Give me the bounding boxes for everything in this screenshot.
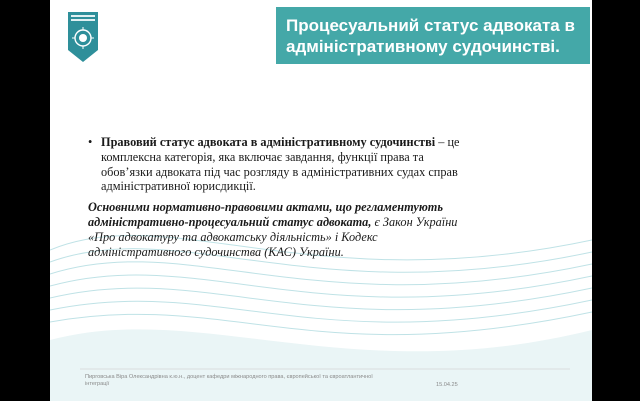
para-bold-text: Основними нормативно-правовими актами, що регламентують адміністративно-процесуальний статус адвоката, <box>88 200 443 229</box>
bullet-dot-icon: • <box>88 135 93 149</box>
slide-content <box>88 135 478 259</box>
bullet-rest-text: – це комплексна категорія, яка включає завдання, функції права та обов’язки адвоката під час розгляду в адміністративних судах справ адміністративної юрисдикції. <box>101 135 460 194</box>
university-logo <box>66 10 100 64</box>
footer-author: Пирговська Віра Олександрівна к.ю.н., доцент кафедри міжнародного права, європейської та євроатлантичної інтеграції <box>85 374 373 387</box>
bullet-bold-text: Правовий статус адвоката в адміністративному судочинстві <box>101 135 436 149</box>
main-acts-paragraph <box>88 200 478 259</box>
footer-date: 15.04.25 <box>436 382 458 388</box>
slide-title: Процесуальний статус адвоката в адміністративному судочинстві. <box>286 15 575 56</box>
slide <box>50 0 592 401</box>
bullet-item <box>88 135 478 194</box>
bullet-text <box>101 135 478 194</box>
para-rest-text: є Закон України «Про адвокатуру та адвокатську діяльність» і Кодекс адміністративного судочинства (КАС) України. <box>88 214 458 259</box>
title-banner <box>276 7 590 64</box>
